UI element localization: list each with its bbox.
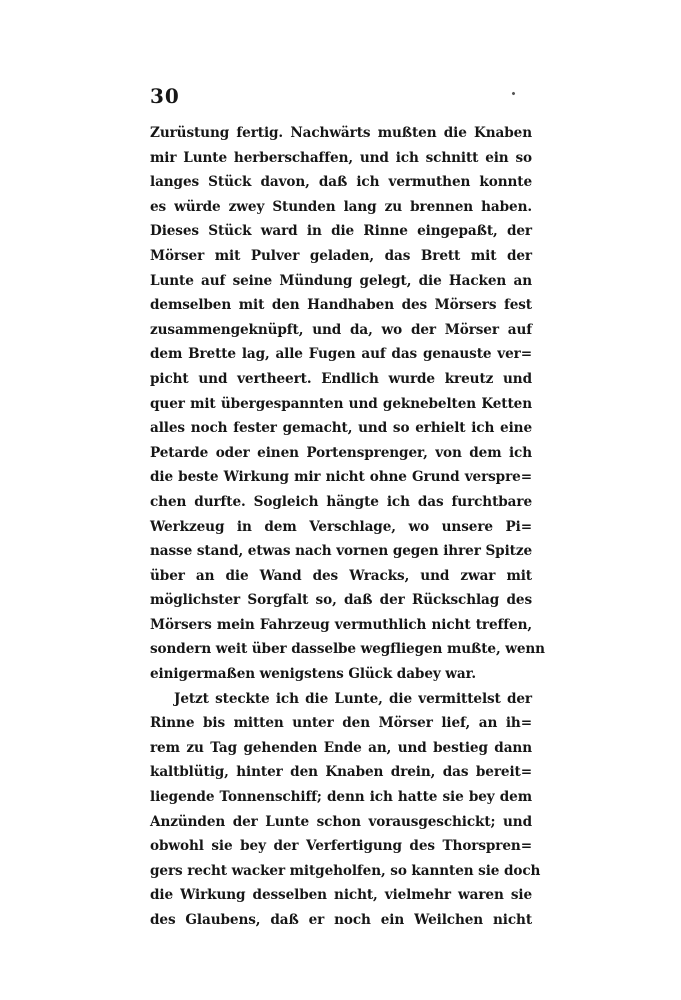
text-line: möglichster Sorgfalt so, daß der Rückschlag des <box>150 592 532 609</box>
text-line: Werkzeug in dem Verschlage, wo unsere Pi= <box>150 518 532 535</box>
text-line: Zurüstung fertig. Nachwärts mußten die Knaben <box>150 125 532 141</box>
text-line: über an die Wand des Wracks, und zwar mit <box>150 567 532 584</box>
text-line: die beste Wirkung mir nicht ohne Grund verspre= <box>150 469 532 486</box>
text-line: dem Brette lag, alle Fugen auf das genauste ver= <box>150 346 532 363</box>
text-line: Rinne bis mitten unter den Mörser lief, an ih= <box>150 715 532 732</box>
text-line: picht und vertheert. Endlich wurde kreutz und <box>150 370 532 387</box>
text-line: kaltblütig, hinter den Knaben drein, das bereit= <box>150 764 532 781</box>
text-line: des Glaubens, daß er noch ein Weilchen nicht <box>150 912 532 928</box>
paragraph-start-line: Jetzt steckte ich die Lunte, die vermittelst der <box>174 690 532 707</box>
text-line: rem zu Tag gehenden Ende an, und bestieg dann <box>150 739 532 756</box>
text-line: quer mit übergespannten und geknebelten Ketten <box>150 395 532 412</box>
text-line: Petarde oder einen Portensprenger, von dem ich <box>150 444 532 461</box>
text-line: liegende Tonnenschiff; denn ich hatte sie bey dem <box>150 789 532 806</box>
text-line: chen durfte. Sogleich hängte ich das furchtbare <box>150 493 532 510</box>
body-text <box>150 121 545 933</box>
text-line: die Wirkung desselben nicht, vielmehr waren sie <box>150 887 532 904</box>
text-line: Dieses Stück ward in die Rinne eingepaßt, der <box>150 223 532 240</box>
text-line: Mörsers mein Fahrzeug vermuthlich nicht treffen, <box>150 616 532 633</box>
text-line: zusammengeknüpft, und da, wo der Mörser auf <box>150 321 532 338</box>
ink-speck <box>511 91 515 95</box>
text-line: gers recht wacker mitgeholfen, so kannten sie doch <box>150 862 541 879</box>
text-line: Lunte auf seine Mündung gelegt, die Hacken an <box>150 272 532 289</box>
text-line: mir Lunte herberschaffen, und ich schnitt ein so <box>150 149 532 166</box>
text-line: alles noch fester gemacht, und so erhielt ich eine <box>150 420 532 437</box>
paragraph-end-line: einigermaßen wenigstens Glück dabey war. <box>150 666 477 683</box>
text-line: nasse stand, etwas nach vornen gegen ihrer Spitze <box>150 543 532 560</box>
text-line: langes Stück davon, daß ich vermuthen konnte <box>150 174 532 191</box>
text-line: Mörser mit Pulver geladen, das Brett mit der <box>150 247 532 264</box>
page-number: 30 <box>150 84 180 108</box>
text-line: obwohl sie bey der Verfertigung des Thorspren= <box>150 838 532 855</box>
text-line: es würde zwey Stunden lang zu brennen haben. <box>150 198 532 215</box>
text-line: sondern weit über dasselbe wegfliegen mußte, wenn <box>150 641 545 658</box>
text-line: demselben mit den Handhaben des Mörsers fest <box>150 297 532 314</box>
text-line: Anzünden der Lunte schon vorausgeschickt; und <box>150 813 532 830</box>
